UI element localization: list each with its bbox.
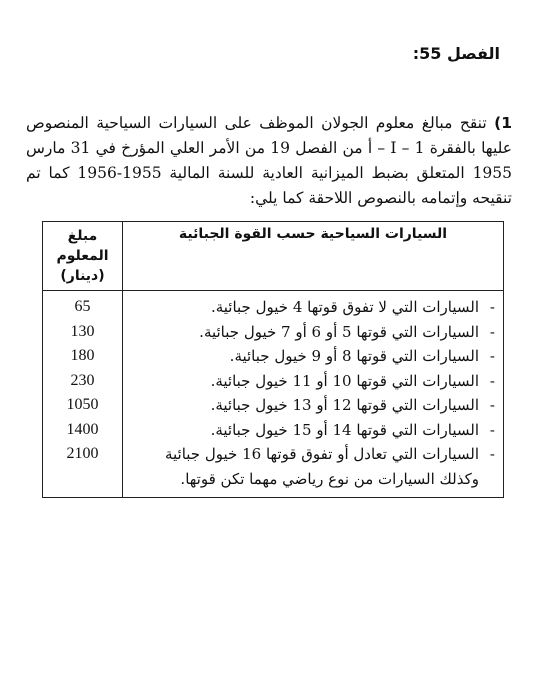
row-description-text: السيارات التي قوتها 5 أو 6 أو 7 خيول جبائية. (199, 322, 479, 341)
header-description: السيارات السياحية حسب القوة الجبائية (123, 222, 504, 291)
bullet-dash: - (489, 396, 495, 414)
bullet-dash: - (489, 347, 495, 365)
table-row-description (129, 295, 495, 320)
bullet-dash: - (489, 445, 495, 463)
table-row-amount: 1050 (66, 396, 99, 413)
table-row-amount: 1400 (66, 420, 99, 438)
bullet-dash: - (489, 371, 495, 390)
bullet-dash: - (489, 420, 495, 439)
amendment-paragraph (26, 111, 512, 211)
table-row-amount: 65 (74, 298, 91, 315)
amount-list (45, 295, 120, 467)
description-column (123, 291, 504, 498)
table-row-amount: 180 (70, 347, 95, 364)
row-description-text: السيارات التي قوتها 12 أو 13 خيول جبائية. (210, 396, 479, 414)
table-row-description (129, 344, 495, 369)
bullet-dash: - (489, 298, 495, 316)
bullet-dash: - (489, 322, 495, 341)
tax-tariff-table (42, 221, 504, 498)
row-description-text: السيارات التي قوتها 10 أو 11 خيول جبائية. (210, 371, 479, 390)
table-row-description (129, 418, 495, 443)
table-row-description (129, 369, 495, 394)
row-description-text: السيارات التي تعادل أو تفوق قوتها 16 خيول جبائية وكذلك السيارات من نوع رياضي مهما تكن قوتها. (164, 445, 479, 488)
paragraph-number: 1) (494, 113, 512, 132)
paragraph-text: تنقح مبالغ معلوم الجولان الموظف على السيارات السياحية المنصوص عليها بالفقرة I – 1 – أ من الفصل 19 من الأمر العلي المؤرخ في 31 مارس 1955 المتعلق بضبط الميزانية العادية للسنة المالية 1955-1956 كما تم تنقيحه وإتمامه بالنصوص اللاحقة كما يلي: (26, 113, 513, 207)
row-description-text: السيارات التي لا تفوق قوتها 4 خيول جبائية. (210, 298, 479, 316)
description-list (129, 295, 495, 491)
header-amount: مبلغ المعلوم (دينار) (43, 222, 123, 291)
table-row-description (129, 393, 495, 418)
amount-column (43, 291, 123, 498)
table-row-description (129, 442, 495, 491)
row-description-text: السيارات التي قوتها 14 أو 15 خيول جبائية. (210, 420, 479, 439)
section-heading: الفصل 55: (412, 44, 500, 63)
table-row-amount: 230 (70, 371, 95, 389)
row-description-text: السيارات التي قوتها 8 أو 9 خيول جبائية. (229, 347, 479, 365)
table-row-description (129, 320, 495, 345)
table-row-amount: 2100 (66, 445, 99, 462)
table-row-amount: 130 (70, 322, 95, 340)
